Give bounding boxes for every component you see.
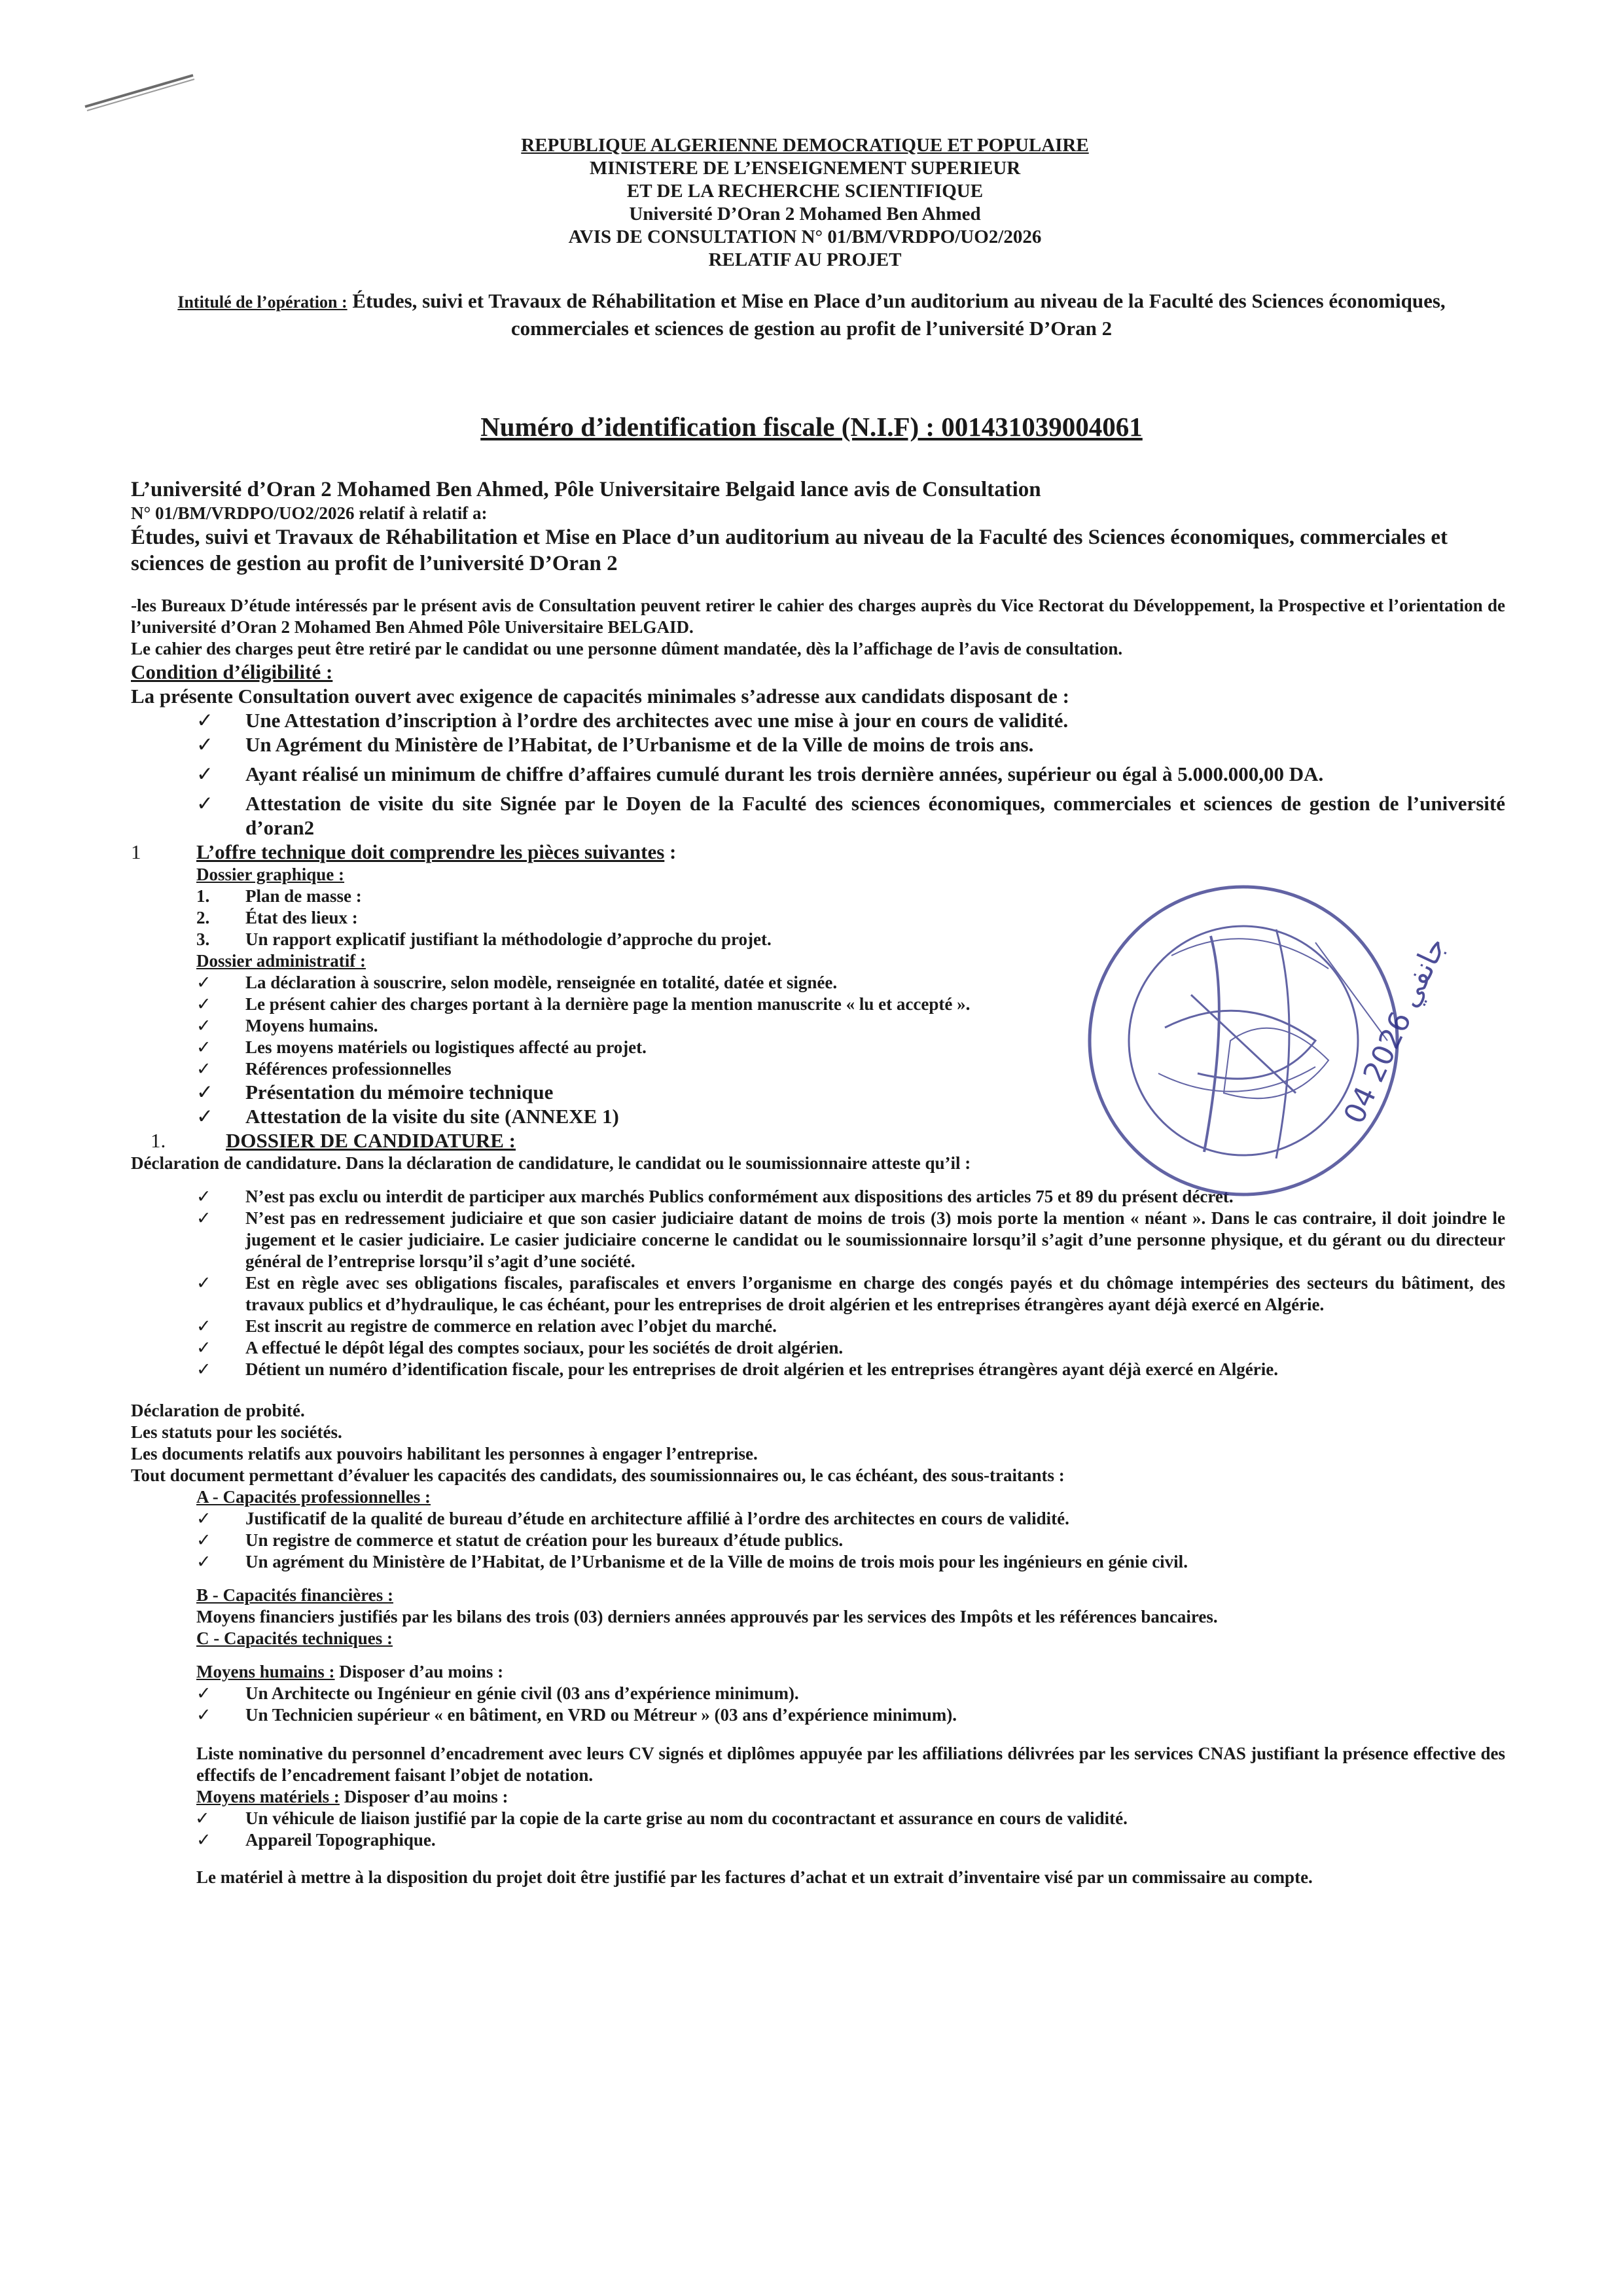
check-icon: ✓ <box>196 1016 211 1035</box>
check-icon: ✓ <box>196 1081 213 1103</box>
check-icon: ✓ <box>196 1683 211 1703</box>
consultation-number: AVIS DE CONSULTATION N° 01/BM/VRDPO/UO2/2026 <box>568 226 1042 247</box>
offre-heading <box>131 840 1505 864</box>
list-item: ✓ Le présent cahier des charges portant à la dernière page la mention manuscrite « lu et accepté ». <box>196 994 971 1014</box>
check-icon: ✓ <box>196 1338 211 1357</box>
list-item: ✓ Un Agrément du Ministère de l’Habitat, de l’Urbanisme et de la Ville de moins de trois ans. <box>196 733 1034 756</box>
capacites-fin-text: Moyens financiers justifiés par les bilans des trois (03) derniers années approuvés par les services des Impôts et les références bancaires. <box>196 1607 1218 1626</box>
offre-number: 1 <box>131 840 141 863</box>
materiels-list <box>131 1808 1505 1851</box>
list-item: ✓ Attestation de visite du site Signée par le Doyen de la Faculté des sciences économiques, commerciales et sciences de gestion de l’université d’oran2 <box>196 792 1505 839</box>
check-icon: ✓ <box>196 1359 211 1379</box>
check-icon: ✓ <box>196 1273 211 1293</box>
check-icon: ✓ <box>196 1059 211 1079</box>
list-item: ✓ Un véhicule de liaison justifié par la copie de la carte grise au nom du cocontractant et assurance en cours de validité. <box>195 1808 1128 1828</box>
check-icon: ✓ <box>196 1316 211 1336</box>
candidature-number: 1. <box>151 1129 166 1152</box>
list-item: ✓ Un Technicien supérieur « en bâtiment, en VRD ou Métreur » (03 ans d’expérience minimum). <box>196 1705 957 1725</box>
humains-list <box>131 1683 1505 1726</box>
list-item: ✓ Appareil Topographique. <box>196 1830 436 1850</box>
list-item: 3. Un rapport explicatif justifiant la méthodologie d’approche du projet. <box>196 929 772 949</box>
check-icon: ✓ <box>196 1705 211 1725</box>
list-item: ✓ Références professionnelles <box>196 1059 452 1079</box>
list-item: ✓ N’est pas en redressement judiciaire et que son casier judiciaire datant de moins de trois (3) mois porte la mention « néant ». Dans le cas contraire, il doit joindre le jugement et le casier judiciaire. Le casier judiciaire concerne le candidat ou le soumissionnaire lorsqu’il s’agit d’une personne physique, et du gérant ou du directeur général de l’entreprise lorsqu’il s’agit d’une société. <box>196 1208 1505 1271</box>
operation-text: Études, suivi et Travaux de Réhabilitation et Mise en Place d’un auditorium au niveau de la Faculté des Sciences économiques, commerciales et sciences de gestion au profit de l’université D’Oran 2 <box>352 289 1446 340</box>
check-icon: ✓ <box>195 1808 210 1828</box>
check-icon: ✓ <box>196 1105 213 1128</box>
check-icon: ✓ <box>196 709 213 732</box>
list-item: ✓ Un Architecte ou Ingénieur en génie civil (03 ans d’expérience minimum). <box>196 1683 799 1703</box>
check-icon: ✓ <box>196 733 213 756</box>
list-item: ✓ Justificatif de la qualité de bureau d’étude en architecture affilié à l’ordre des architectes en cours de validité. <box>196 1509 1069 1528</box>
offre-colon: : <box>664 840 677 863</box>
list-item: ✓ Ayant réalisé un minimum de chiffre d’affaires cumulé durant les trois dernière années, supérieur ou égal à 5.000.000,00 DA. <box>196 762 1324 785</box>
check-icon: ✓ <box>196 994 211 1014</box>
check-icon: ✓ <box>196 792 213 815</box>
statuts: Les statuts pour les sociétés. <box>131 1422 342 1442</box>
relatif-projet: RELATIF AU PROJET <box>708 249 902 270</box>
check-icon: ✓ <box>196 762 213 785</box>
moyens-materiels <box>131 1786 1505 1808</box>
materiels-label: Moyens matériels : <box>196 1787 340 1806</box>
ministry-line: MINISTERE DE L’ENSEIGNEMENT SUPERIEUR <box>589 158 1021 179</box>
list-item: ✓ N’est pas exclu ou interdit de participer aux marchés Publics conformément aux dispositions des articles 75 et 89 du présent décret. <box>196 1187 1234 1206</box>
list-item: ✓ A effectué le dépôt légal des comptes sociaux, pour les sociétés de droit algérien. <box>196 1338 844 1357</box>
check-icon: ✓ <box>196 1830 211 1850</box>
list-item: ✓ Un registre de commerce et statut de création pour les bureaux d’étude publics. <box>196 1530 844 1550</box>
list-item: ✓ Détient un numéro d’identification fiscale, pour les entreprises de droit algérien et les entreprises étrangères ayant déjà exercé en Algérie. <box>196 1359 1278 1379</box>
pouvoirs: Les documents relatifs aux pouvoirs habilitant les personnes à engager l’entreprise. <box>131 1444 758 1463</box>
humains-text: Disposer d’au moins : <box>334 1662 504 1681</box>
candidature-intro: Déclaration de candidature. Dans la déclaration de candidature, le candidat ou le soumissionnaire atteste qu’il : <box>131 1153 971 1173</box>
list-item: ✓ Un agrément du Ministère de l’Habitat, de l’Urbanisme et de la Ville de moins de trois mois pour les ingénieurs en génie civil. <box>196 1552 1188 1571</box>
liste-nominative: Liste nominative du personnel d’encadrement avec leurs CV signés et diplômes appuyée par les affiliations délivrées par les services CNAS justifiant la présence effective des effectifs de l’encadrement faisant l’objet de notation. <box>196 1744 1505 1785</box>
intro-line-2: N° 01/BM/VRDPO/UO2/2026 relatif à relatif a: <box>131 503 488 523</box>
check-icon: ✓ <box>196 1037 211 1057</box>
capacites-pro-list <box>131 1508 1505 1573</box>
capacites-intro: Tout document permettant d’évaluer les capacités des candidats, des soumissionnaires ou, le cas échéant, des sous-traitants : <box>131 1465 1065 1485</box>
official-stamp <box>1080 877 1454 1217</box>
list-item: ✓ La déclaration à souscrire, selon modèle, renseignée en totalité, datée et signée. <box>196 973 838 992</box>
fiscal-id-number: Numéro d’identification fiscale (N.I.F) : 001431039004061 <box>480 412 1143 442</box>
list-item: ✓ Est en règle avec ses obligations fiscales, parafiscales et envers l’organisme en charge des congés payés et du chômage intempéries des secteurs du bâtiment, des travaux publics et d’hydraulique, le cas échéant, pour les entreprises de droit algérien et les entreprises étrangères ayant déjà exercé en Algérie. <box>196 1273 1505 1314</box>
check-icon: ✓ <box>196 1552 211 1571</box>
capacites-tech-title: C - Capacités techniques : <box>196 1628 393 1648</box>
ministry-line-2: ET DE LA RECHERCHE SCIENTIFIQUE <box>626 181 984 202</box>
capacites-pro-title: A - Capacités professionnelles : <box>196 1487 431 1507</box>
eligibility-list <box>131 708 1505 840</box>
pen-stroke-mark <box>82 69 200 115</box>
document-header <box>131 134 1479 272</box>
check-icon: ✓ <box>196 1530 211 1550</box>
candidature-title: DOSSIER DE CANDIDATURE : <box>226 1129 516 1152</box>
intro-cahier: Le cahier des charges peut être retiré par le candidat ou une personne dûment mandatée, dès la l’affichage de l’avis de consultation. <box>131 639 1123 658</box>
materiels-text: Disposer d’au moins : <box>339 1787 508 1806</box>
list-item: 2. État des lieux : <box>196 908 358 927</box>
republic-title: REPUBLIQUE ALGERIENNE DEMOCRATIQUE ET POPULAIRE <box>521 135 1089 156</box>
intro-line-1: L’université d’Oran 2 Mohamed Ben Ahmed, Pôle Universitaire Belgaid lance avis de Consultation <box>131 478 1041 501</box>
eligibility-intro: La présente Consultation ouvert avec exigence de capacités minimales s’adresse aux candidats disposant de : <box>131 685 1069 708</box>
check-icon: ✓ <box>196 1509 211 1528</box>
list-item: ✓ Moyens humains. <box>196 1016 378 1035</box>
list-item: ✓ Les moyens matériels ou logistiques affecté au projet. <box>196 1037 647 1057</box>
probite: Déclaration de probité. <box>131 1401 305 1420</box>
capacites-fin-title: B - Capacités financières : <box>196 1585 393 1605</box>
materiel-final: Le matériel à mettre à la disposition du projet doit être justifié par les factures d’achat et un extrait d’inventaire visé par un commissaire au compte. <box>196 1867 1313 1887</box>
list-item: ✓ Présentation du mémoire technique <box>196 1081 554 1103</box>
list-item: ✓ Est inscrit au registre de commerce en relation avec l’objet du marché. <box>196 1316 777 1336</box>
offre-title: L’offre technique doit comprendre les pièces suivantes <box>196 840 665 863</box>
intro-bureaux: -les Bureaux D’étude intéressés par le présent avis de Consultation peuvent retirer le cahier des charges auprès du Vice Rectorat du Développement, la Prospective et l’orientation de l’université d’Oran 2 Mohamed Ben Ahmed Pôle Universitaire BELGAID. <box>131 596 1505 637</box>
operation-title <box>157 288 1466 342</box>
admin-title: Dossier administratif : <box>196 951 366 971</box>
graphique-title: Dossier graphique : <box>196 865 345 884</box>
university-name: Université D’Oran 2 Mohamed Ben Ahmed <box>629 204 981 224</box>
eligibility-title: Condition d’éligibilité : <box>131 660 333 683</box>
check-icon: ✓ <box>196 973 211 992</box>
check-icon: ✓ <box>196 1208 211 1228</box>
check-icon: ✓ <box>196 1187 211 1206</box>
operation-label: Intitulé de l’opération : <box>177 293 348 312</box>
intro-object: Études, suivi et Travaux de Réhabilitation et Mise en Place d’un auditorium au niveau de la Faculté des Sciences économiques, commerciales et sciences de gestion au profit de l’université D’Oran 2 <box>131 526 1448 575</box>
list-item: ✓ Une Attestation d’inscription à l’ordre des architectes avec une mise à jour en cours de validité. <box>196 709 1069 732</box>
moyens-humains <box>131 1661 1505 1683</box>
stamp-date: 04 جانفي 2026 <box>1337 932 1454 1129</box>
humains-label: Moyens humains : <box>196 1662 335 1681</box>
list-item: ✓ Attestation de la visite du site (ANNEXE 1) <box>196 1105 619 1128</box>
list-item: 1. Plan de masse : <box>196 886 362 906</box>
